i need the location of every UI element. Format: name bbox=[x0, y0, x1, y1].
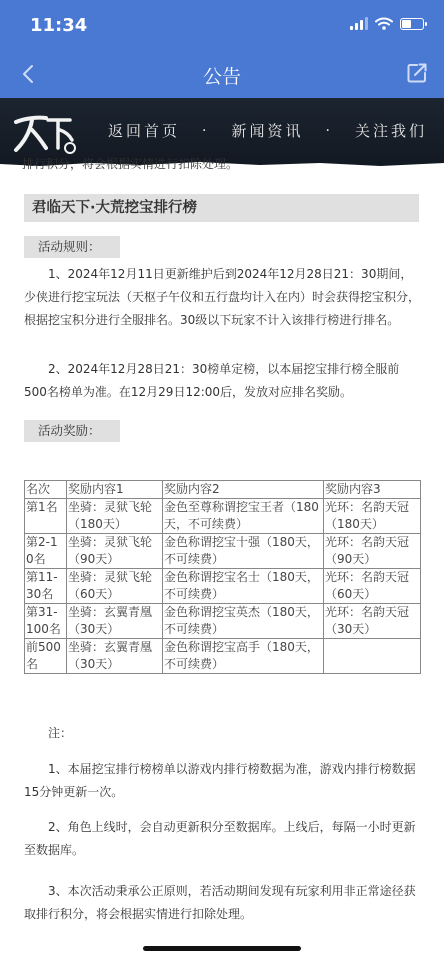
nav-link-home[interactable]: 返回首页 bbox=[108, 122, 181, 140]
status-icons bbox=[350, 17, 424, 30]
table-cell: 第2-10名 bbox=[25, 534, 67, 569]
table-cell: 金色至尊称谓挖宝王者（180天，不可续费） bbox=[163, 499, 324, 534]
table-cell: 第1名 bbox=[25, 499, 67, 534]
table-cell: 第11-30名 bbox=[25, 569, 67, 604]
table-cell: 第31-100名 bbox=[25, 604, 67, 639]
status-time: 11:34 bbox=[30, 15, 88, 36]
note-paragraph: 1、本届挖宝排行榜榜单以游戏内排行榜数据为准，游戏内排行榜数据15分钟更新一次。 bbox=[24, 762, 416, 799]
status-bar bbox=[0, 0, 444, 50]
table-cell: 金色称谓挖宝名士（180天，不可续费） bbox=[163, 569, 324, 604]
table-row bbox=[25, 499, 421, 534]
cellular-signal-icon bbox=[350, 17, 368, 30]
reward-table bbox=[24, 480, 421, 674]
nav-separator: · bbox=[325, 122, 333, 139]
page-title: 公告 bbox=[202, 66, 241, 88]
site-nav bbox=[108, 120, 427, 141]
table-cell: 光环：名韵天冠（180天） bbox=[324, 499, 421, 534]
table-cell: 金色称谓挖宝英杰（180天，不可续费） bbox=[163, 604, 324, 639]
battery-icon bbox=[400, 18, 424, 30]
rules-heading: 活动规则： bbox=[24, 236, 120, 258]
table-header-cell: 奖励内容3 bbox=[324, 481, 421, 499]
table-cell: 金色称谓挖宝高手（180天，不可续费） bbox=[163, 639, 324, 674]
nav-link-news[interactable]: 新闻资讯 bbox=[231, 122, 304, 140]
nav-bar bbox=[0, 50, 444, 98]
game-logo[interactable] bbox=[12, 108, 82, 156]
table-header-cell: 奖励内容1 bbox=[67, 481, 163, 499]
article-content bbox=[0, 157, 444, 960]
table-cell: 坐骑：灵狱飞轮（180天） bbox=[67, 499, 163, 534]
table-cell: 光环：名韵天冠（60天） bbox=[324, 569, 421, 604]
table-header-cell: 奖励内容2 bbox=[163, 481, 324, 499]
note-paragraph: 2、角色上线时，会自动更新积分至数据库。上线后，每隔一小时更新至数据库。 bbox=[24, 820, 416, 857]
table-header-cell: 名次 bbox=[25, 481, 67, 499]
cut-off-text: 排行积分，将会根据实情进行扣除处理。 bbox=[22, 157, 239, 171]
table-row bbox=[25, 569, 421, 604]
table-cell: 前500名 bbox=[25, 639, 67, 674]
table-cell: 光环：名韵天冠（30天） bbox=[324, 604, 421, 639]
table-cell: 光环：名韵天冠（90天） bbox=[324, 534, 421, 569]
home-indicator[interactable] bbox=[143, 946, 301, 951]
wifi-icon bbox=[375, 17, 393, 30]
note-paragraph: 3、本次活动秉承公正原则，若活动期间发现有玩家利用非正常途径获取排行积分，将会根据实情进行扣除处理。 bbox=[24, 884, 416, 921]
table-row bbox=[25, 604, 421, 639]
table-cell: 坐骑：玄翼青凰（30天） bbox=[67, 639, 163, 674]
table-row bbox=[25, 639, 421, 674]
table-cell: 坐骑：灵狱飞轮（90天） bbox=[67, 534, 163, 569]
table-cell: 坐骑：灵狱飞轮（60天） bbox=[67, 569, 163, 604]
nav-separator: · bbox=[202, 122, 210, 139]
article-title: 君临天下·大荒挖宝排行榜 bbox=[24, 194, 419, 222]
table-cell bbox=[324, 639, 421, 674]
table-header-row bbox=[25, 481, 421, 499]
share-icon[interactable] bbox=[406, 62, 428, 84]
nav-link-follow[interactable]: 关注我们 bbox=[354, 122, 427, 140]
rewards-heading: 活动奖励： bbox=[24, 420, 120, 442]
table-cell: 金色称谓挖宝十强（180天，不可续费） bbox=[163, 534, 324, 569]
rule-paragraph: 2、2024年12月28日21：30榜单定榜，以本届挖宝排行榜全服前500名榜单为准。在12月29日12:00后，发放对应排名奖励。 bbox=[24, 362, 400, 399]
table-cell: 坐骑：玄翼青凰（30天） bbox=[67, 604, 163, 639]
table-row bbox=[25, 534, 421, 569]
note-label: 注： bbox=[48, 726, 73, 740]
rule-paragraph: 1、2024年12月11日更新维护后到2024年12月28日21：30期间，少侠进行挖宝玩法（天枢子午仪和五行盘均计入在内）时会获得挖宝积分，根据挖宝积分进行全服排名。30级以下玩家不计入该排行榜进行排名。 bbox=[24, 267, 421, 327]
